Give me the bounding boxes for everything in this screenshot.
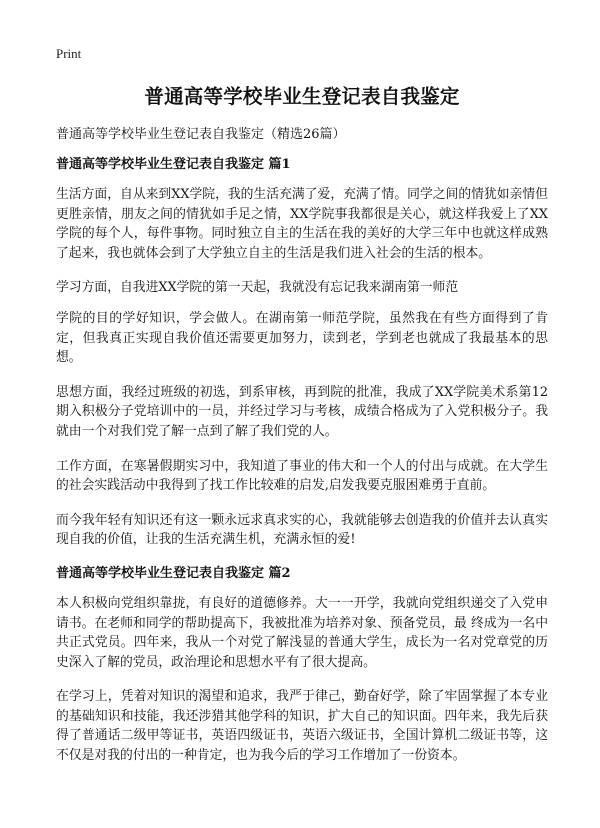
paragraph-thought: 思想方面，我经过班级的初选，到系审核，再到院的批准，我成了XX学院美术系第12期入积极分子党培训中的一员，并经过学习与考核，成绩合格成为了入党积极分子。我就由一个对我们党了解一点到了解了我们党的人。 bbox=[56, 384, 548, 439]
section-2 bbox=[56, 565, 548, 766]
paragraph-work: 工作方面，在寒暑假期实习中，我知道了事业的伟大和一个人的付出与成就。在大学生的社会实践活动中我得到了找工作比较难的启发,启发我要克服困难勇于直前。 bbox=[56, 458, 548, 494]
paragraph-conclusion: 而今我年轻有知识还有这一颗永远求真求实的心，我就能够去创造我的价值并去认真实现自我的价值，让我的生活充满生机，充满永恒的爱! bbox=[56, 512, 548, 548]
document-title: 普通高等学校毕业生登记表自我鉴定 bbox=[144, 85, 460, 108]
paragraph-party: 本人积极向党组织靠拢，有良好的道德修养。大一一开学，我就向党组织递交了入党申请书。在老师和同学的帮助提高下，我被批准为培养对象、预备党员，最 终成为一名中共正式党员。四年来，我从一个对党了解浅显的普通大学生，成长为一名对党章党的历史深入了解的党员，政治理论和思想水平有了很大提高。 bbox=[56, 595, 548, 670]
document-page bbox=[56, 46, 548, 781]
paragraph-study-intro: 学习方面，自我进XX学院的第一天起，我就没有忘记我来湖南第一师范 bbox=[56, 280, 459, 296]
print-link[interactable]: Print bbox=[56, 46, 82, 61]
paragraph-study: 学院的目的学好知识，学会做人。在湖南第一师范学院，虽然我在有些方面得到了肯定，但我真正实现自我价值还需要更加努力，读到老，学到老也就成了我最基本的思想。 bbox=[56, 310, 548, 366]
section-heading: 普通高等学校毕业生登记表自我鉴定 篇1 bbox=[56, 157, 291, 172]
paragraph-life: 生活方面，自从来到XX学院，我的生活充满了爱，充满了情。同学之间的情犹如亲情但更胜亲情，朋友之间的情犹如手足之情，XX学院事我都很是关心，就这样我爱上了XX学院的每个人，每件事物。同时独立自主的生活在我的美好的大学三年中也就这样成熟了起来，我也就体会到了大学独立自主的生活是我们进入社会的生活的根本。 bbox=[56, 187, 548, 261]
section-heading: 普通高等学校毕业生登记表自我鉴定 篇2 bbox=[56, 565, 291, 581]
section-1 bbox=[56, 156, 548, 550]
document-subtitle: 普通高等学校毕业生登记表自我鉴定（精选26篇） bbox=[56, 127, 346, 142]
paragraph-learning: 在学习上，凭着对知识的渴望和追求，我严于律己，勤奋好学，除了牢固掌握了本专业的基础知识和技能，我还涉猎其他学科的知识，扩大自己的知识面。四年来，我先后获得了普通话二级甲等证书，英语四级证书，英语六级证书，全国计算机二级证书等，这不仅是对我的付出的一种肯定，也为我今后的学习工作增加了一份资本。 bbox=[56, 689, 548, 764]
